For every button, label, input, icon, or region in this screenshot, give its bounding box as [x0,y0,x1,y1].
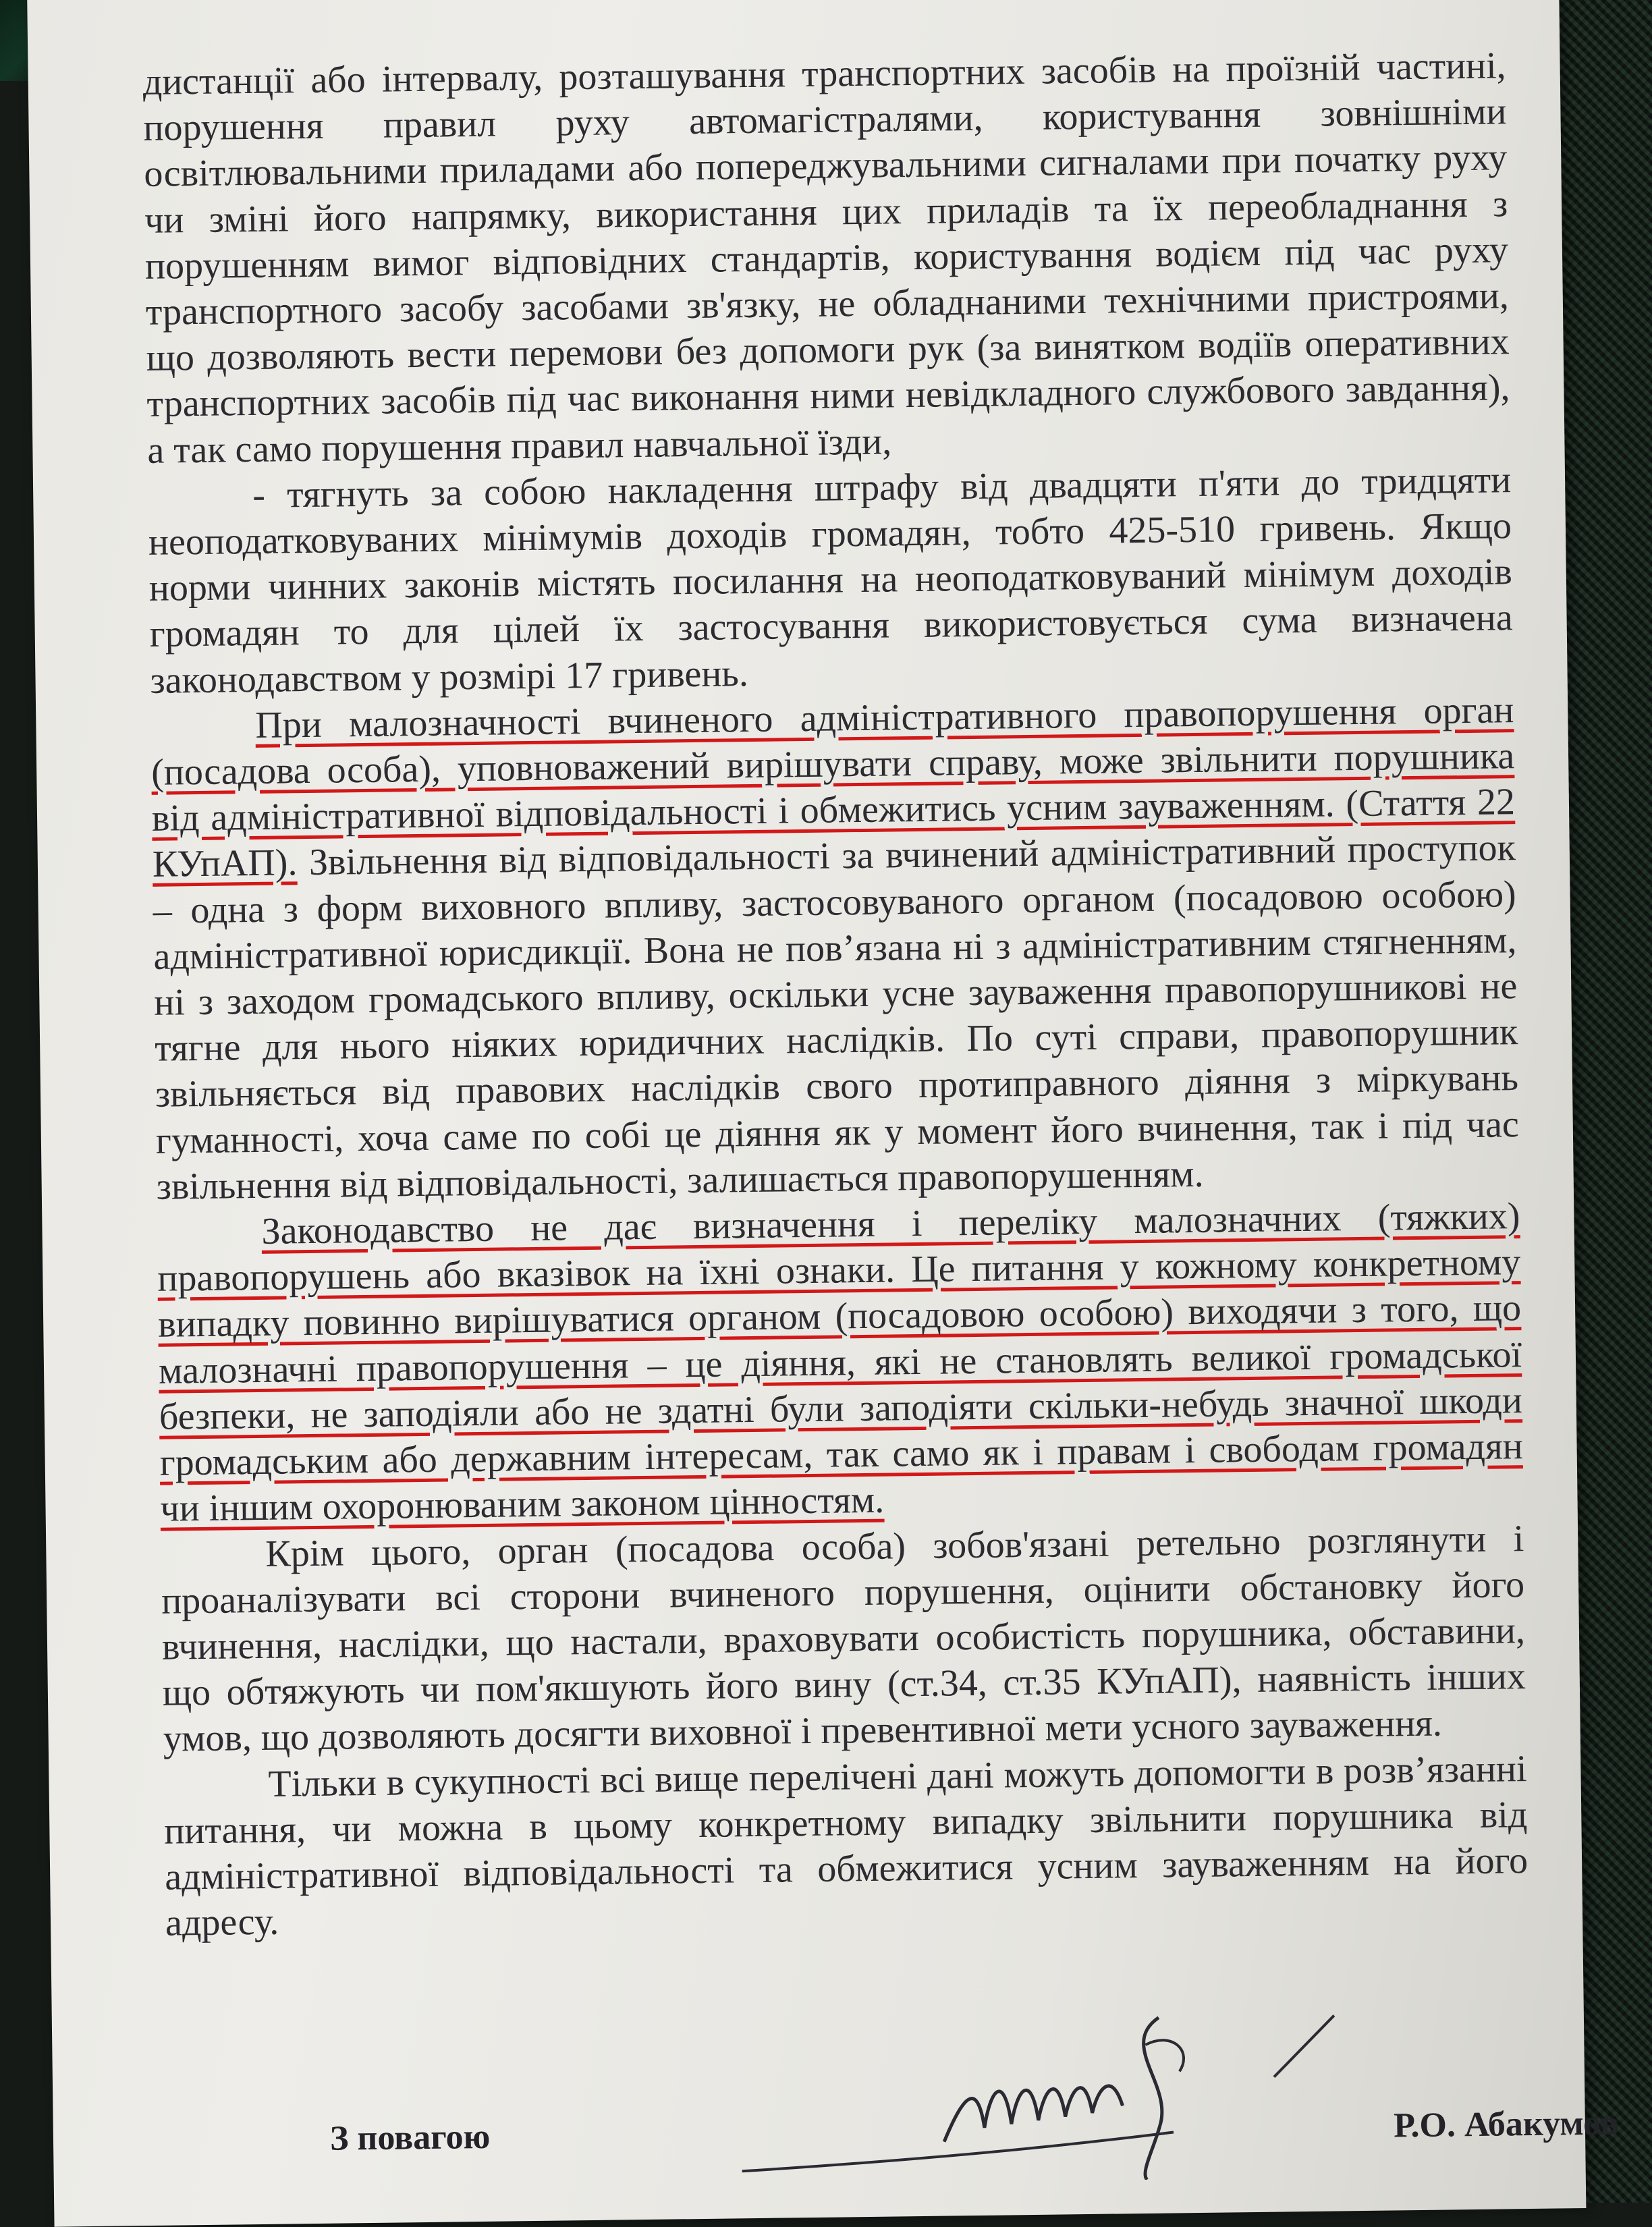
document-body [142,43,1529,1946]
paragraph-4 [157,1193,1524,1532]
paragraph-1: дистанції або інтервалу, розташування транспортних засобів на проїзній частині, порушення правил руху автомагістралями, користування зовнішніми освітлювальними приладами або попереджувальними сигналами при початку руху чи зміні його напрямку, використання цих приладів та їх переобладнання з порушенням вимог відповідних стандартів, користування водієм під час руху транспортного засобу засобами зв'язку, не обладнаними технічними пристроями, що дозволяють вести перемови без допомоги рук (за винятком водіїв оперативних транспортних засобів під час виконання ними невідкладного службового завдання), а так само порушення правил навчальної їзди, [142,45,1510,472]
paragraph-2: - тягнуть за собою накладення штрафу від двадцяти п'яти до тридцяти неоподатковуваних мінімумів доходів громадян, тобто 425-510 гривень. Якщо норми чинних законів містять посилання на неоподатковуваний мінімум доходів громадян то для цілей їх застосування використовується сума визначена законодавством у розмірі 17 гривень. [148,459,1513,702]
underlined-text-definition: Законодавство не дає визначення і переліку малозначних (тяжких) правопорушень або вказівок на їхні ознаки. Це питання у кожному конкретному випадку повинно вирішуватися органом (посадовою особою) виходячи з того, що малозначні правопорушення – це діяння, які не становлять великої громадської безпеки, не заподіяли або не здатні були заподіяти скільки-небудь значної шкоди громадським або державним інтересам, так само як і правам і свободам громадян чи іншим охоронюваним законом цінностям. [157,1195,1523,1531]
paragraph-3-rest: Звільнення від відповідальності за вчинений адміністративний проступок – одна з форм виховного впливу, застосовуваного органом (посадовою особою) адміністративної юрисдикції. Вона не пов’язана ні з адміністративним стягненням, ні з заходом громадського впливу, оскільки усне зауваження правопорушникові не тягне для нього ніяких юридичних наслідків. По суті справи, правопорушник звільняється від правових наслідків свого протиправного діяння з міркувань гуманності, хоча саме по собі це діяння як у момент його вчинення, так і під час звільнення від відповідальності, залишається правопорушенням. [153,827,1520,1208]
signer-name: Р.О. Абакумов [1393,2104,1620,2145]
closing-phrase: З повагою [329,2117,491,2158]
paragraph-5: Крім цього, орган (посадова особа) зобов'язані ретельно розглянути і проаналізувати всі сторони вчиненого порушення, оцінити обстановку його вчинення, наслідки, що настали, враховувати особистість порушника, обставини, що обтяжують чи пом'якшують його вину (ст.34, ст.35 КУпАП), наявність інших умов, що дозволяють досягти виховної і превентивної мети усного зауваження. [161,1517,1526,1761]
paragraph-6: Тільки в сукупності всі вище перелічені дані можуть допомогти в розв’язанні питання, чи можна в цьому конкретному випадку звільнити порушника від адміністративної відповідальності та обмежитися усним зауваженням на його адресу. [164,1747,1529,1944]
paragraph-3 [150,687,1520,1210]
document-sheet [27,0,1620,2227]
underlined-text-article-22: При малозначності вчиненого адміністративного правопорушення орган (посадова особа), уповноважений вирішувати справу, може звільнити порушника від адміністративної відповідальності і обмежитись усним зауваженням. (Стаття 22 КУпАП). [150,689,1516,886]
